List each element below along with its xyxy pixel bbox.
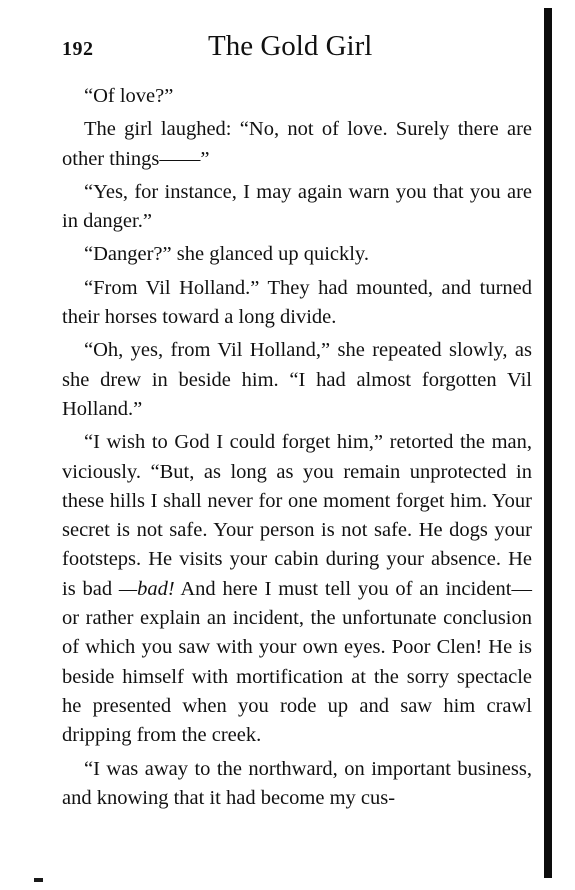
- page-body: [62, 82, 532, 817]
- scan-speck: [34, 878, 43, 882]
- page-number: 192: [62, 38, 94, 60]
- paragraph: “Yes, for instance, I may again warn you that you are in danger.”: [62, 180, 532, 233]
- emphasized-text: —bad!: [118, 577, 175, 600]
- paragraph-text-after-emphasis: And here I must tell you of an incident— or rather explain an incident, the unfortunate conclusion of which you saw with your own eyes. Poor Clen! He is beside himself with mortification at the sorry spectacle he presented when you rode up and saw him crawl dripping from the creek.: [62, 577, 532, 747]
- paragraph: “I was away to the northward, on important business, and knowing that it had become my cus-: [62, 757, 532, 809]
- paragraph: “From Vil Holland.” They had mounted, and turned their horses toward a long divide.: [62, 276, 532, 329]
- page-header: [62, 30, 530, 70]
- paragraph: “Oh, yes, from Vil Holland,” she repeated slowly, as she drew in beside him. “I had almost forgotten Vil Holland.”: [62, 339, 532, 420]
- paragraph-with-emphasis: [62, 428, 532, 750]
- paragraph: “Of love?”: [84, 85, 174, 107]
- paragraph: “Danger?” she glanced up quickly.: [84, 243, 369, 266]
- paragraph-text-before-emphasis: “I wish to God I could forget him,” retorted the man, viciously. “But, as long as you remain unprotected in these hills I shall never for one moment forget him. Your secret is not safe. Your person is not safe. He dogs your footsteps. He visits your cabin during your absence. He is bad: [62, 431, 532, 600]
- running-title: The Gold Girl: [208, 30, 373, 62]
- scan-gutter-shadow: [544, 8, 552, 878]
- paragraph: The girl laughed: “No, not of love. Surely there are other things——”: [62, 118, 532, 170]
